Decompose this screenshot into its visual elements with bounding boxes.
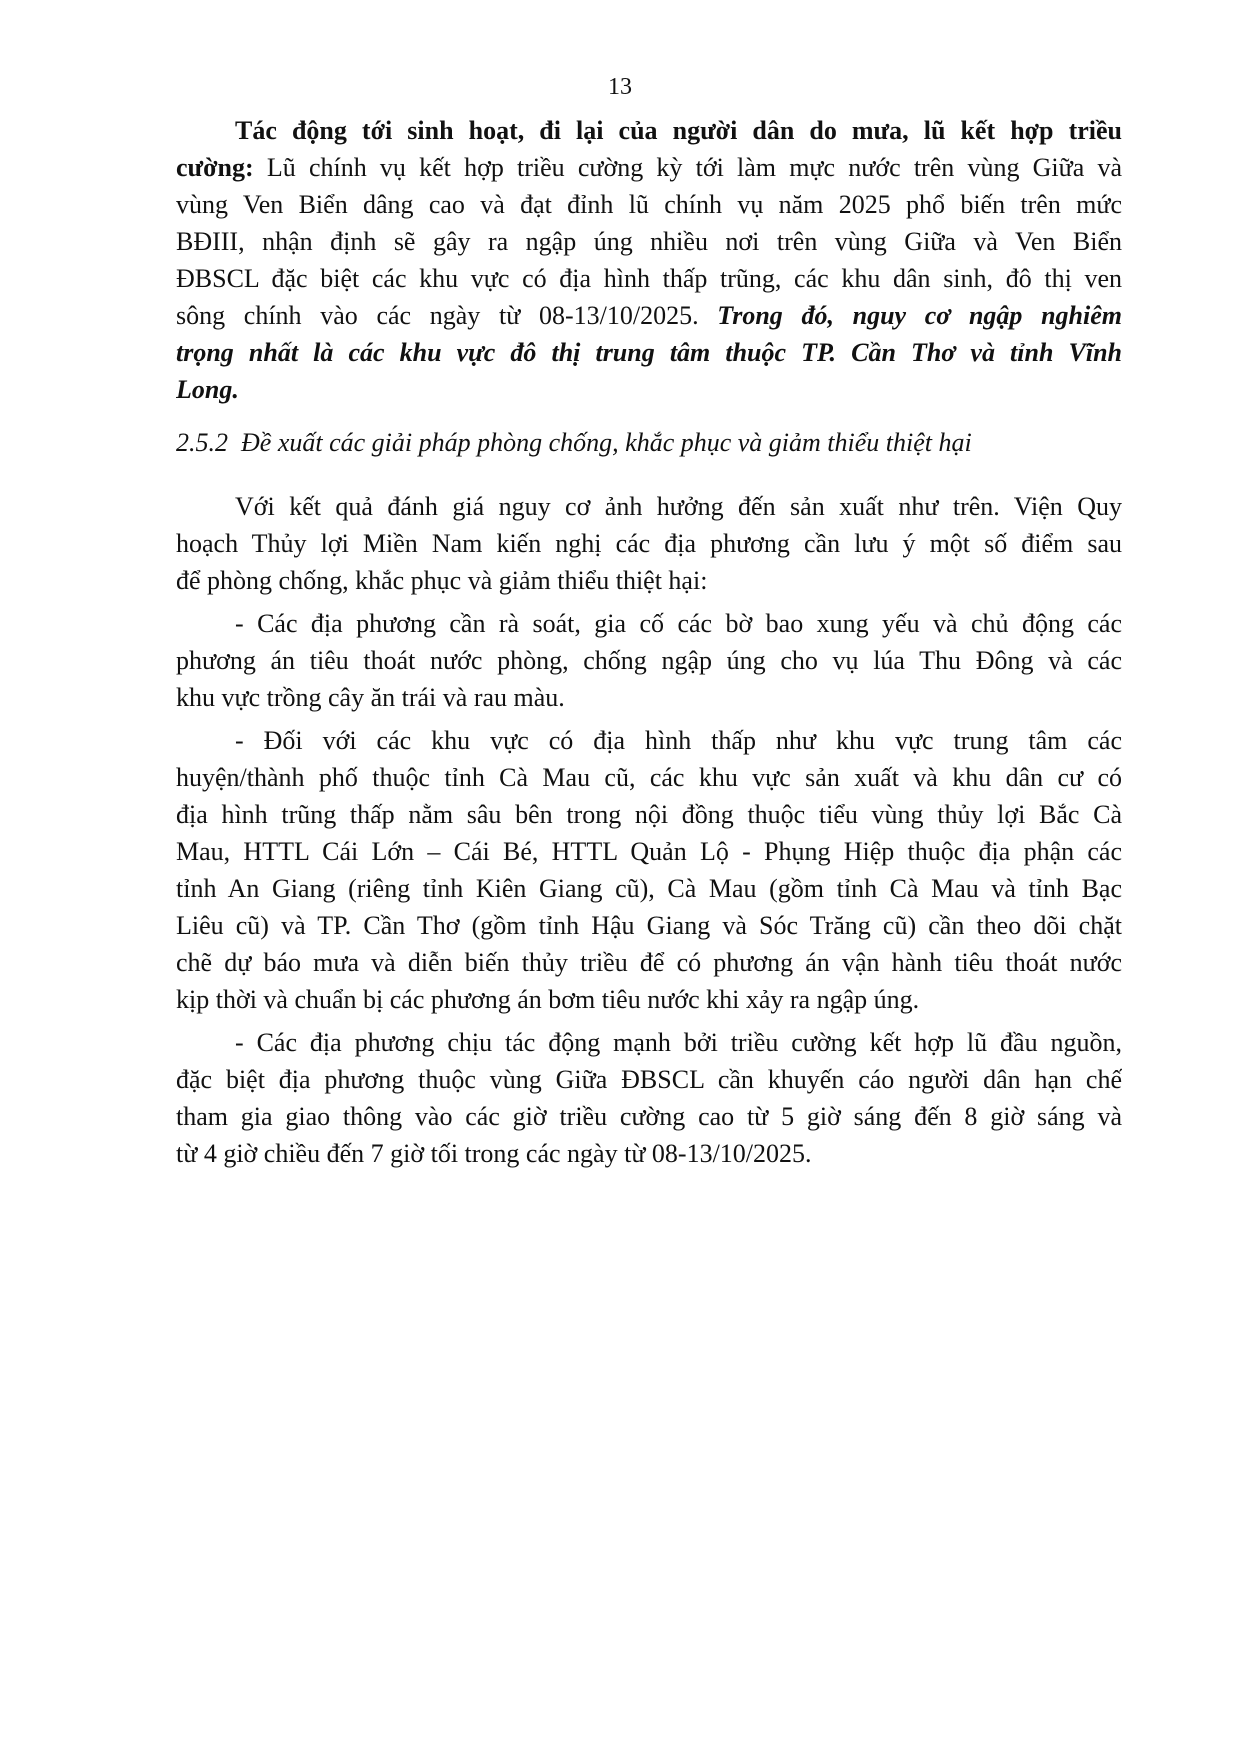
- text-line: để phòng chống, khắc phục và giảm thiểu thiệt hại:: [176, 566, 708, 595]
- emphasis-line: trọng nhất là các khu vực đô thị trung tâm thuộc TP. Cần Thơ và tỉnh Vĩnh: [176, 338, 1122, 367]
- text-line: Với kết quả đánh giá nguy cơ ảnh hưởng đến sản xuất như trên. Viện Quy: [235, 492, 1122, 521]
- text-line: khu vực trồng cây ăn trái và rau màu.: [176, 683, 565, 712]
- text-line: kịp thời và chuẩn bị các phương án bơm tiêu nước khi xảy ra ngập úng.: [176, 985, 920, 1014]
- text-line: - Các địa phương cần rà soát, gia cố các bờ bao xung yếu và chủ động các: [235, 609, 1122, 638]
- text-line: Mau, HTTL Cái Lớn – Cái Bé, HTTL Quản Lộ - Phụng Hiệp thuộc địa phận các: [176, 837, 1122, 866]
- text-line: vùng Ven Biển dâng cao và đạt đỉnh lũ chính vụ năm 2025 phổ biến trên mức: [176, 190, 1122, 219]
- emphasis-text: Trong đó, nguy cơ ngập nghiêm: [717, 301, 1122, 330]
- text-line: - Đối với các khu vực có địa hình thấp như khu vực trung tâm các: [235, 726, 1122, 755]
- text-line: tỉnh An Giang (riêng tỉnh Kiên Giang cũ), Cà Mau (gồm tỉnh Cà Mau và tỉnh Bạc: [176, 874, 1122, 903]
- text-line: ĐBSCL đặc biệt các khu vực có địa hình thấp trũng, các khu dân sinh, đô thị ven: [176, 264, 1122, 293]
- bullet-paragraph-2: [176, 722, 1122, 1018]
- emphasis-line: Long.: [176, 375, 239, 404]
- text-line: địa hình trũng thấp nằm sâu bên trong nội đồng thuộc tiểu vùng thủy lợi Bắc Cà: [176, 800, 1122, 829]
- page-number: 13: [608, 74, 632, 100]
- bullet-paragraph-3: [176, 1024, 1122, 1172]
- text-line: phương án tiêu thoát nước phòng, chống ngập úng cho vụ lúa Thu Đông và các: [176, 646, 1122, 675]
- text-line: hoạch Thủy lợi Miền Nam kiến nghị các địa phương cần lưu ý một số điểm sau: [176, 529, 1122, 558]
- impact-heading-line2: cường:: [176, 153, 254, 182]
- text-line: chẽ dự báo mưa và diễn biến thủy triều để có phương án vận hành tiêu thoát nước: [176, 948, 1122, 977]
- text-line: - Các địa phương chịu tác động mạnh bởi triều cường kết hợp lũ đầu nguồn,: [235, 1028, 1122, 1057]
- text-span: Lũ chính vụ kết hợp triều cường kỳ tới làm mực nước trên vùng Giữa và: [266, 153, 1122, 182]
- text-line: huyện/thành phố thuộc tỉnh Cà Mau cũ, các khu vực sản xuất và khu dân cư có: [176, 763, 1122, 792]
- bullet-paragraph-1: [176, 605, 1122, 716]
- text-line: từ 4 giờ chiều đến 7 giờ tối trong các ngày từ 08-13/10/2025.: [176, 1139, 812, 1168]
- text-line: [176, 112, 1122, 149]
- section-heading-252: [176, 424, 1122, 461]
- impact-paragraph: [176, 112, 1122, 408]
- text-line: đặc biệt địa phương thuộc vùng Giữa ĐBSCL cần khuyến cáo người dân hạn chế: [176, 1065, 1122, 1094]
- text-line: [176, 149, 1122, 186]
- text-line: [176, 297, 1122, 334]
- text-span: sông chính vào các ngày từ 08-13/10/2025.: [176, 301, 699, 330]
- impact-heading-line1: Tác động tới sinh hoạt, đi lại của người dân do mưa, lũ kết hợp triều: [235, 116, 1122, 145]
- section-heading: 2.5.2 Đề xuất các giải pháp phòng chống, khắc phục và giảm thiểu thiệt hại: [176, 428, 972, 457]
- text-line: BĐIII, nhận định sẽ gây ra ngập úng nhiều nơi trên vùng Giữa và Ven Biển: [176, 227, 1122, 256]
- text-line: Liêu cũ) và TP. Cần Thơ (gồm tỉnh Hậu Giang và Sóc Trăng cũ) cần theo dõi chặt: [176, 911, 1122, 940]
- text-line: tham gia giao thông vào các giờ triều cường cao từ 5 giờ sáng đến 8 giờ sáng và: [176, 1102, 1122, 1131]
- intro-paragraph: [176, 488, 1122, 599]
